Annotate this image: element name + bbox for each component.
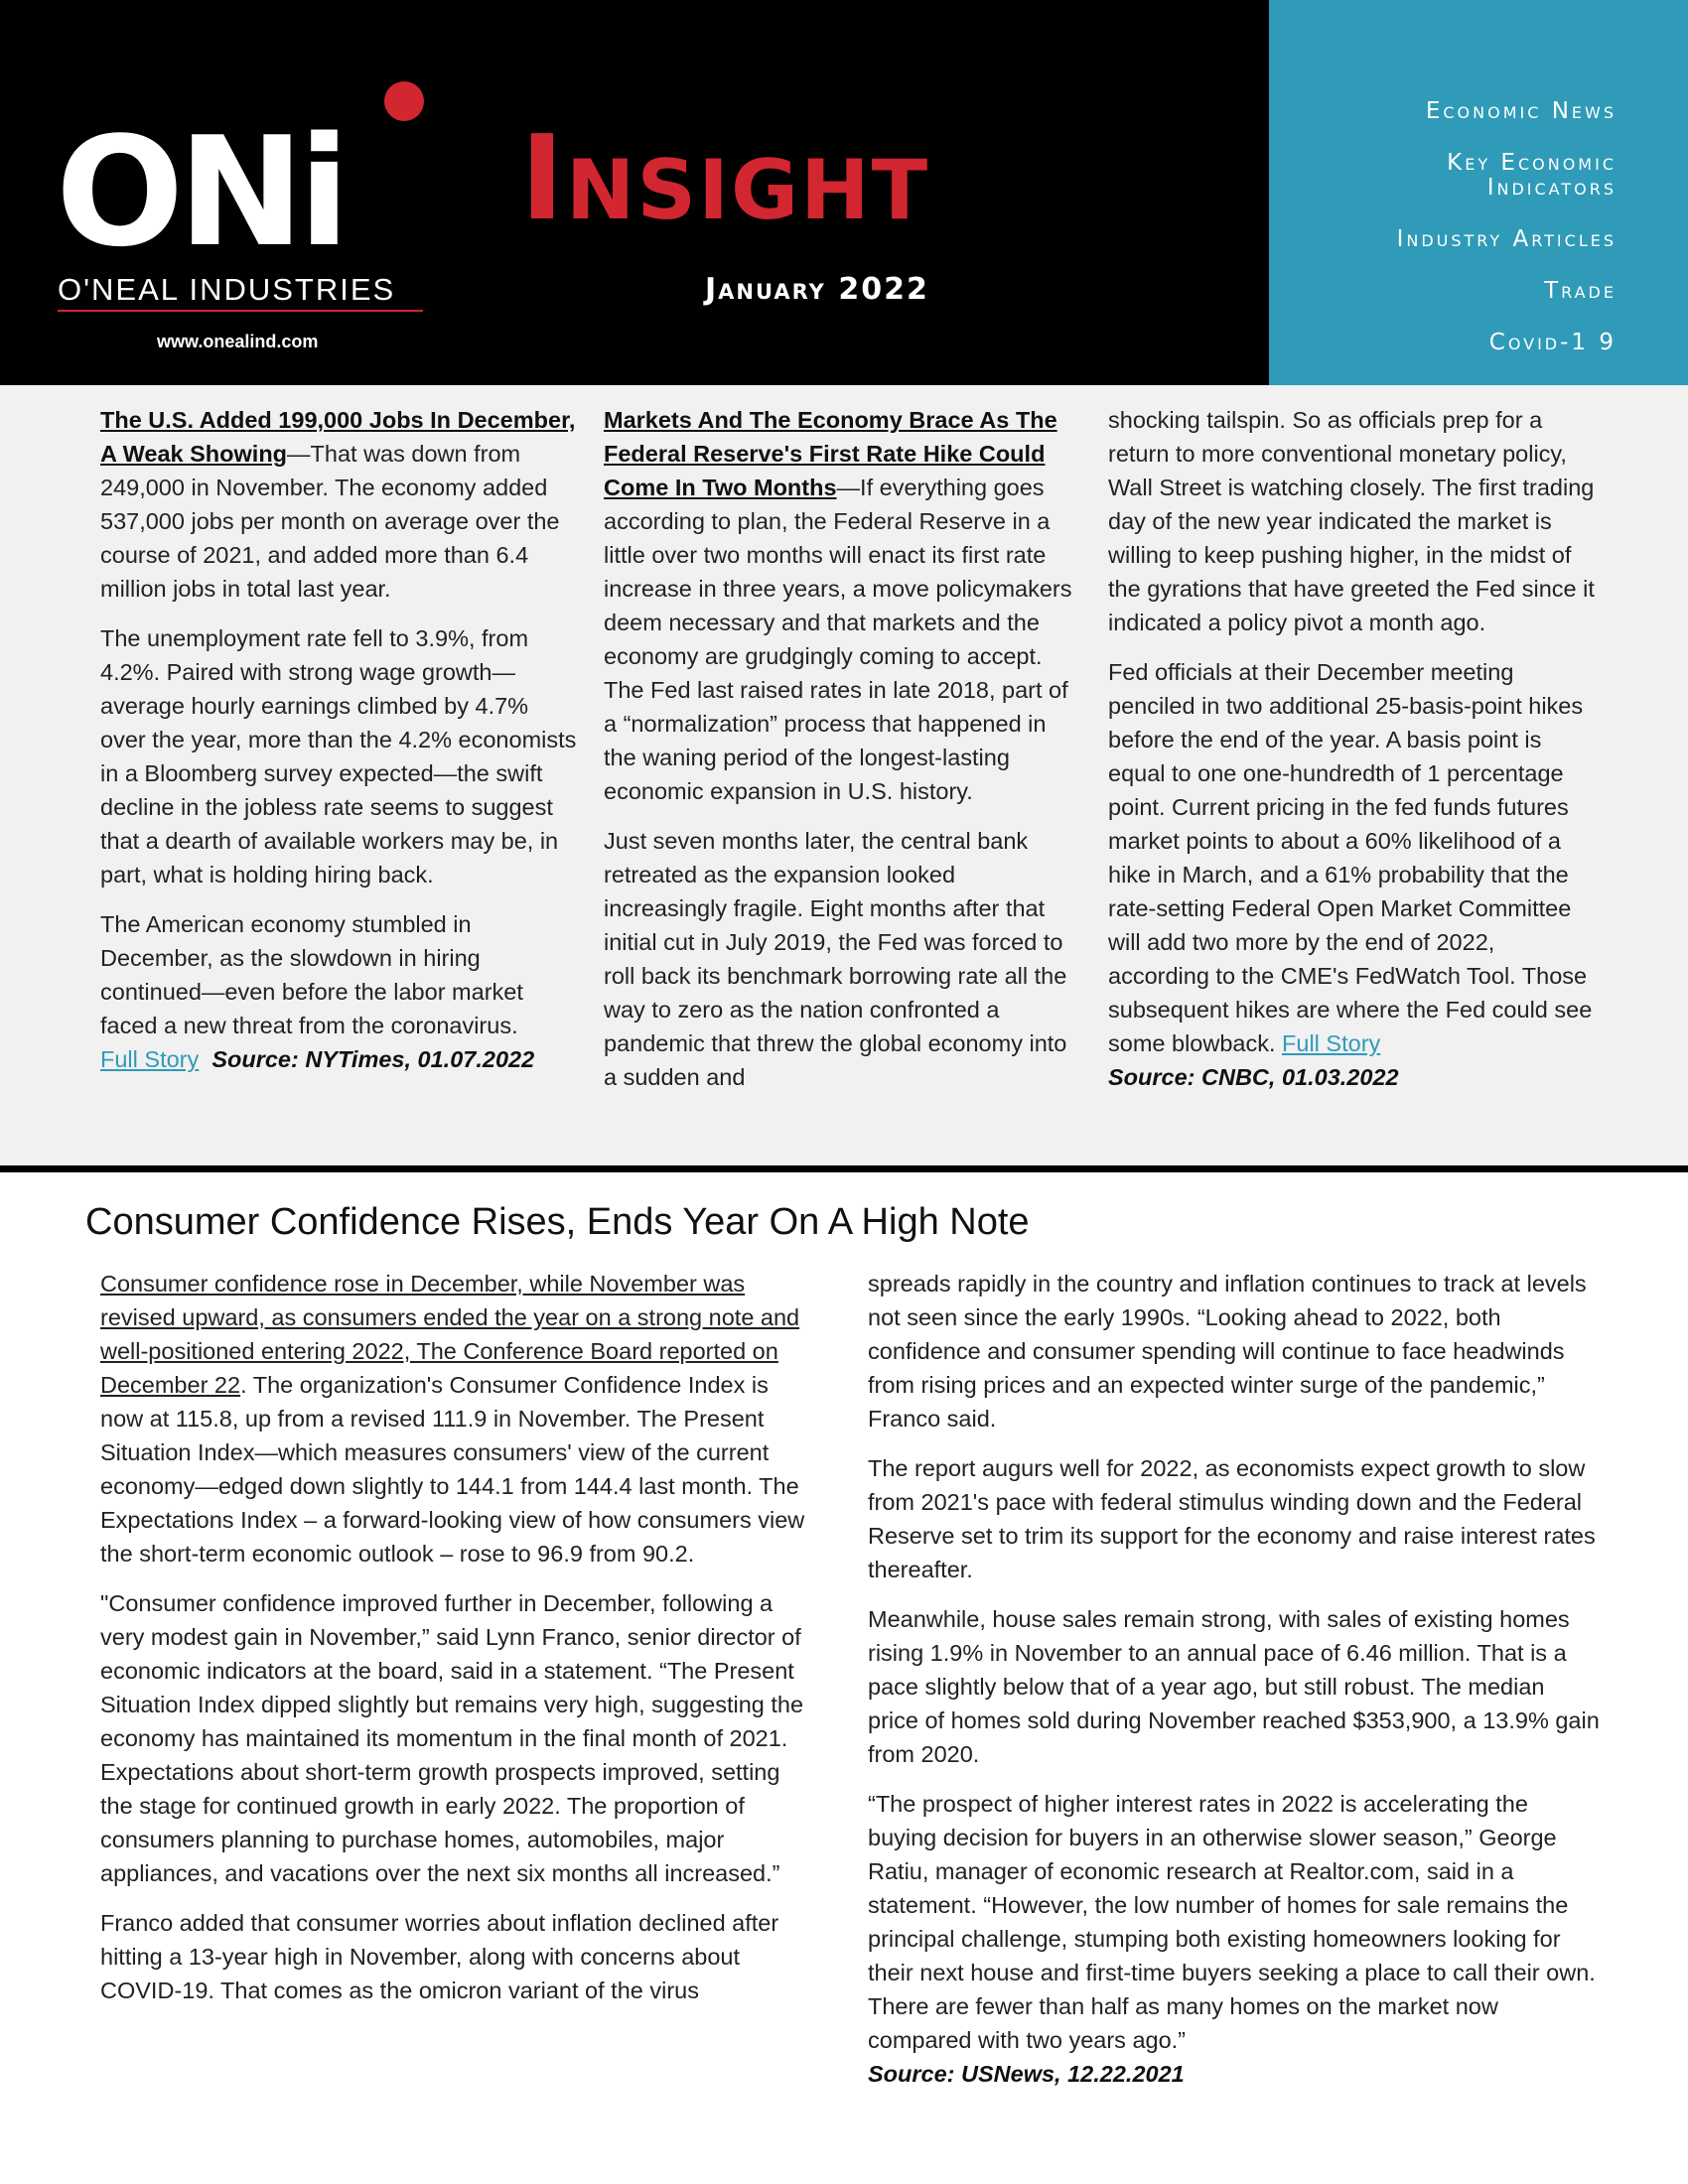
article-fed-source: Source: CNBC, 01.03.2022 <box>1108 1064 1399 1090</box>
article-jobs-headline[interactable]: The U.S. Added 199,000 Jobs In December, A Weak Showing <box>100 407 576 467</box>
article-consumer-paragraph-5: The report augurs well for 2022, as economists expect growth to slow from 2021's pace with federal stimulus winding down and the Federal Reserve set to trim its support for the economy and raise interest rates thereafter. <box>868 1455 1596 1582</box>
website-link[interactable]: www.onealind.com <box>157 332 319 351</box>
article-fed-column-2 <box>1108 403 1595 1094</box>
nav-trade[interactable]: Trade <box>1544 278 1617 304</box>
nav-industry-articles[interactable]: Industry Articles <box>1396 226 1617 252</box>
nav-key-economic-indicators[interactable]: Key Economic Indicators <box>1447 150 1617 201</box>
article-fed-paragraph-3: shocking tailspin. So as officials prep for a return to more conventional monetary policy, Wall Street is watching closely. The first trading day of the new year indicated the market is willing to keep pushing higher, in the midst of the gyrations that have greeted the Fed since it indicated a policy pivot a month ago. <box>1108 407 1595 635</box>
issue-date: January 2022 <box>705 272 929 307</box>
article-fed-headline[interactable]: Markets And The Economy Brace As The Federal Reserve's First Rate Hike Could Come In Two Months <box>604 407 1057 500</box>
article-consumer-paragraph-7: “The prospect of higher interest rates in 2022 is accelerating the buying decision for buyers in an otherwise slower season,” George Ratiu, manager of economic research at Realtor.com, said in a statement. “However, the low number of homes for sale remains the principal challenge, stumping both existing homeowners looking for their next house and first-time buyers seeking a place to call their own. There are fewer than half as many homes on the market now compared with two years ago.” <box>868 1791 1596 2053</box>
article-consumer-paragraph-3: Franco added that consumer worries about inflation declined after hitting a 13-year high in November, along with concerns about COVID-19. That comes as the omicron variant of the virus <box>100 1910 779 2003</box>
company-name: O'NEAL INDUSTRIES <box>58 272 396 307</box>
logo-divider <box>58 310 423 312</box>
newsletter-title: Insight <box>520 109 930 246</box>
oni-logo-text: ONi <box>56 104 345 280</box>
nav-economic-news[interactable]: Economic News <box>1425 98 1617 124</box>
article-consumer-source: Source: USNews, 12.22.2021 <box>868 2061 1185 2087</box>
article-jobs-paragraph-2: The unemployment rate fell to 3.9%, from 4.2%. Paired with strong wage growth—average hourly earnings climbed by 4.7% over the year, more than the 4.2% economists in a Bloomberg survey expected—the swift decline in the jobless rate seems to suggest that a dearth of available workers may be, in part, what is holding hiring back. <box>100 625 577 887</box>
logo-red-dot <box>384 81 424 121</box>
article-jobs-column <box>100 403 577 1076</box>
article-consumer-paragraph-1: . The organization's Consumer Confidence Index is now at 115.8, up from a revised 111.9 in November. The Present Situation Index—which measures consumers' view of the current economy—edged down slightly to 144.1 from 144.4 last month. The Expectations Index – a forward-looking view of how consumers view the short-term economic outlook – rose to 96.9 from 90.2. <box>100 1372 805 1567</box>
article-fed-paragraph-4: Fed officials at their December meeting penciled in two additional 25-basis-point hikes before the end of the year. A basis point is equal to one one-hundredth of 1 percentage point. Current pricing in the fed funds futures market points to about a 60% likelihood of a hike in March, and a 61% probability that the rate-setting Federal Open Market Committee will add two more by the end of 2022, according to the CME's FedWatch Tool. Those subsequent hikes are where the Fed could see some blowback. <box>1108 659 1593 1056</box>
contents-nav <box>1281 99 1617 382</box>
article-jobs-full-story-link[interactable]: Full Story <box>100 1046 200 1072</box>
article-consumer-title: Consumer Confidence Rises, Ends Year On A High Note <box>85 1201 1030 1243</box>
nav-covid-19[interactable]: Covid-1 9 <box>1488 330 1617 355</box>
article-jobs-source: Source: NYTimes, 01.07.2022 <box>211 1046 535 1072</box>
article-consumer-paragraph-4: spreads rapidly in the country and inflation continues to track at levels not seen since the early 1990s. “Looking ahead to 2022, both confidence and consumer spending will continue to face headwinds from rising prices and an expected winter surge of the pandemic,” Franco said. <box>868 1271 1587 1432</box>
article-consumer-column-1 <box>100 1267 815 2007</box>
article-fed-paragraph-1: —If everything goes according to plan, the Federal Reserve in a little over two months will enact its first rate increase in three years, a move policymakers deem necessary and that markets and the economy are grudgingly coming to accept. The Fed last raised rates in late 2018, part of a “normalization” process that happened in the waning period of the longest-lasting economic expansion in U.S. history. <box>604 475 1072 804</box>
article-fed-full-story-link[interactable]: Full Story <box>1282 1030 1381 1056</box>
article-consumer-paragraph-2: "Consumer confidence improved further in December, following a very modest gain in November,” said Lynn Franco, senior director of economic indicators at the board, said in a statement. “The Present Situation Index dipped slightly but remains very high, suggesting the economy has maintained its momentum in the final month of 2021. Expectations about short-term growth prospects improved, setting the stage for continued growth in early 2022. The proportion of consumers planning to purchase homes, automobiles, major appliances, and vacations over the next six months all increased.” <box>100 1590 804 1886</box>
section-divider <box>0 1165 1688 1172</box>
article-jobs-paragraph-3: The American economy stumbled in December, as the slowdown in hiring continued—even before the labor market faced a new threat from the coronavirus. <box>100 911 523 1038</box>
article-consumer-paragraph-6: Meanwhile, house sales remain strong, with sales of existing homes rising 1.9% in November to an annual pace of 6.46 million. That is a pace slightly below that of a year ago, but still robust. The median price of homes sold during November reached $353,900, a 13.9% gain from 2020. <box>868 1606 1600 1767</box>
article-consumer-lead-link[interactable]: Consumer confidence rose in December, while November was revised upward, as consumers ended the year on a strong note and well-positioned entering 2022, The Conference Board reported on December 22 <box>100 1271 800 1398</box>
article-fed-column-1 <box>604 403 1080 1094</box>
article-fed-paragraph-2: Just seven months later, the central bank retreated as the expansion looked increasingly fragile. Eight months after that initial cut in July 2019, the Fed was forced to roll back its benchmark borrowing rate all the way to zero as the nation confronted a pandemic that threw the global economy into a sudden and <box>604 828 1067 1090</box>
article-jobs-paragraph-1: —That was down from 249,000 in November. The economy added 537,000 jobs per month on average over the course of 2021, and added more than 6.4 million jobs in total last year. <box>100 441 560 602</box>
article-consumer-column-2 <box>868 1267 1601 2091</box>
